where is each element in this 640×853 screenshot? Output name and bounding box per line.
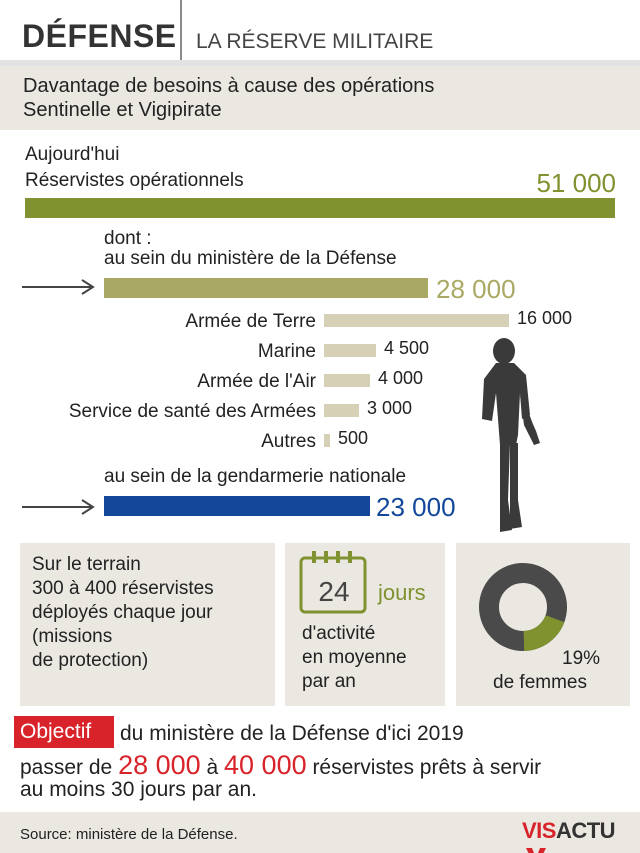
objective-text: réservistes prêts à servir [306,756,542,779]
page-title: DÉFENSE [22,18,177,54]
terrain-line: Sur le terrain [32,554,141,575]
gendarmerie-arrow-icon [22,499,96,515]
objective-line-3: au moins 30 jours par an. [20,778,257,801]
category-label: Armée de Terre [185,311,316,332]
category-label: Armée de l'Air [197,371,316,392]
intro-line-2: Sentinelle et Vigipirate [23,99,222,121]
soldier-silhouette-icon [470,335,550,535]
intro-line-1: Davantage de besoins à cause des opérations [23,75,435,97]
dont-label: dont : [104,228,152,249]
terrain-line: de protection) [32,650,149,671]
objective-badge-label: Objectif [20,720,92,743]
women-percent-label: 19% [562,648,601,669]
category-label: Service de santé des Armées [68,401,316,422]
activity-line: par an [302,671,356,692]
category-bar [324,434,330,447]
activity-line: d'activité [302,623,376,644]
activity-text [302,622,407,694]
women-donut-chart [478,562,568,652]
category-bar [324,344,376,357]
objective-text: passer de [20,756,119,779]
objective-text: à [200,756,225,779]
source-note: Source: ministère de la Défense. [20,826,238,843]
objective-line-2 [20,750,541,781]
terrain-text [32,553,214,673]
intro-text [23,74,623,122]
gendarmerie-value-label: 23 000 [376,492,456,522]
activity-days-number: 24 [318,576,350,607]
objective-line-1: du ministère de la Défense d'ici 2019 [120,722,464,745]
total-value-label: 51 000 [536,168,616,198]
category-value-label: 4 500 [384,338,430,358]
category-bar [324,314,509,327]
terrain-line: 300 à 400 réservistes [32,578,214,599]
logo-mark-icon [524,846,548,853]
activity-days-unit: jours [378,580,426,605]
ministry-label: au sein du ministère de la Défense [104,248,397,269]
objective-from-number: 28 000 [118,750,201,780]
terrain-line: (missions [32,626,113,647]
ministry-arrow-icon [22,279,96,295]
gendarmerie-label: au sein de la gendarmerie nationale [104,466,407,487]
donut-women-slice [524,619,555,641]
category-bar [324,404,359,417]
category-value-label: 16 000 [517,308,573,328]
category-bar [324,374,370,387]
terrain-line: déployés chaque jour [32,602,213,623]
category-value-label: 500 [338,428,369,448]
ministry-value-label: 28 000 [436,274,516,304]
gendarmerie-bar [104,496,370,516]
activity-line: en moyenne [302,647,407,668]
total-label: Réservistes opérationnels [25,170,244,191]
ministry-bar [104,278,428,298]
title-divider [180,0,182,62]
page-subtitle: LA RÉSERVE MILITAIRE [196,30,434,53]
category-label: Marine [257,341,316,362]
category-label: Autres [261,431,316,452]
category-value-label: 3 000 [367,398,413,418]
total-bar [25,198,615,218]
visactu-logo [522,818,640,853]
logo-part-dark: ACTU [555,818,616,843]
category-value-label: 4 000 [378,368,424,388]
today-label: Aujourd'hui [25,144,120,165]
women-caption: de femmes [493,672,587,693]
objective-to-number: 40 000 [224,750,307,780]
logo-part-red: VIS [522,818,556,843]
